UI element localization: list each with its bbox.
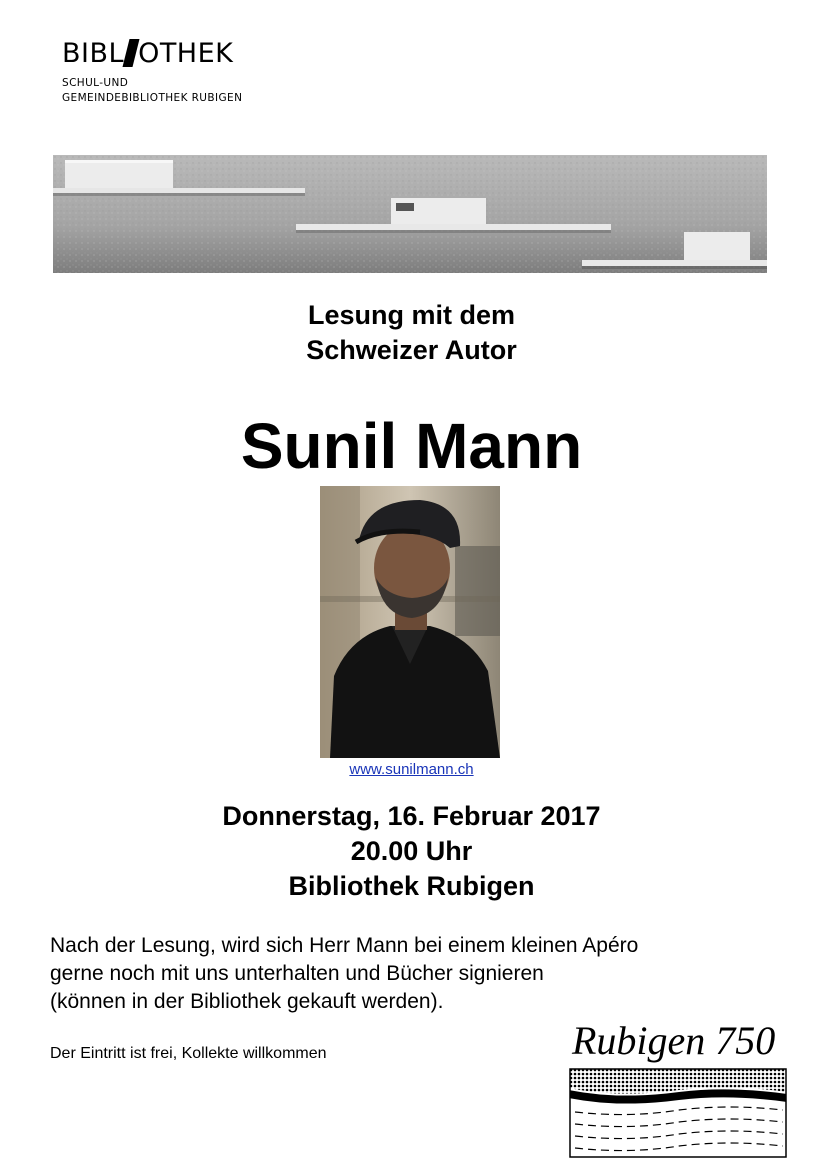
- rubigen-wave-emblem: [569, 1068, 787, 1158]
- jubilee-text: Rubigen 750: [572, 1018, 776, 1063]
- author-website-link[interactable]: www.sunilmann.ch: [349, 761, 474, 778]
- description-line2: gerne noch mit uns unterhalten und Bücher signieren: [50, 962, 544, 985]
- logo-text-left: BIBL: [62, 38, 125, 69]
- author-photo: [320, 486, 500, 758]
- logo-subtitle-line2: GEMEINDEBIBLIOTHEK RUBIGEN: [62, 92, 243, 104]
- heading-line2: Schweizer Autor: [306, 335, 517, 365]
- author-name: Sunil Mann: [240, 410, 583, 482]
- event-date: Donnerstag, 16. Februar 2017: [222, 801, 601, 831]
- event-location: Bibliothek Rubigen: [288, 871, 535, 901]
- logo-subtitle-line1: SCHUL-UND: [62, 77, 129, 89]
- description-line3: (können in der Bibliothek gekauft werden).: [50, 990, 444, 1013]
- description-line1: Nach der Lesung, wird sich Herr Mann bei einem kleinen Apéro: [50, 934, 639, 957]
- event-description: [50, 932, 638, 1016]
- event-heading: [0, 298, 823, 368]
- heading-line1: Lesung mit dem: [307, 300, 516, 330]
- logo-subtitle: [62, 76, 242, 106]
- entry-note: Der Eintritt ist frei, Kollekte willkommen: [50, 1045, 327, 1062]
- library-logo: [62, 38, 242, 106]
- banner-shelves-image: [53, 155, 767, 273]
- event-details: [0, 799, 823, 904]
- event-time: 20.00 Uhr: [350, 836, 473, 866]
- logo-text-right: OTHEK: [138, 38, 234, 69]
- logo-wordmark: [62, 38, 242, 70]
- book-bar-icon: [123, 39, 140, 67]
